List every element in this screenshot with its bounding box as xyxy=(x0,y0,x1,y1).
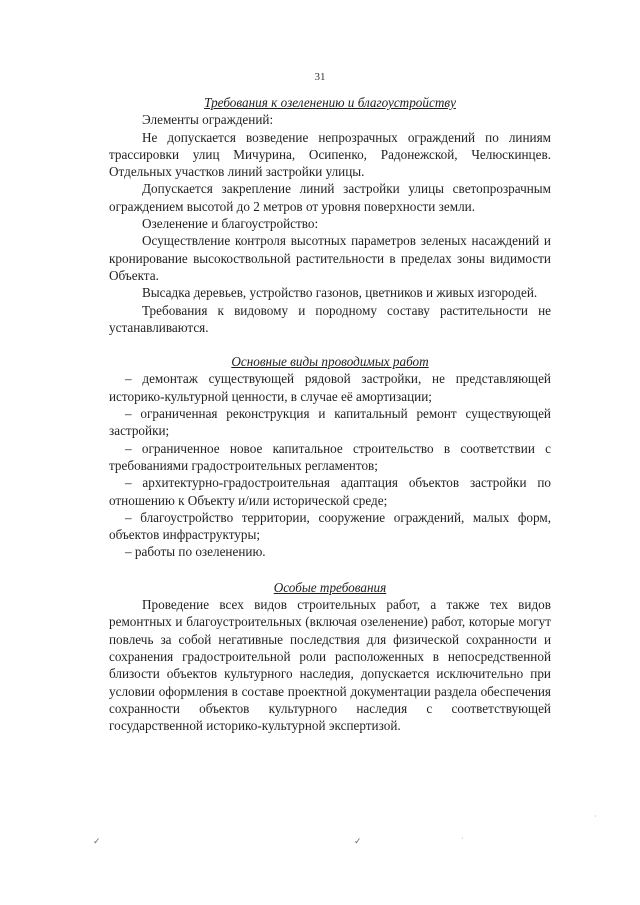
list-item-demolition: – демонтаж существующей рядовой застройки, не представляющей историко-культурной ценности, в случае её амортизации; xyxy=(109,371,551,404)
paragraph-planting: Высадка деревьев, устройство газонов, цветников и живых изгородей. xyxy=(142,285,538,301)
list-item-improvement: – благоустройство территории, сооружение ограждений, малых форм, объектов инфраструктуры; xyxy=(109,509,551,543)
paragraph-fence-elements: Элементы ограждений: xyxy=(142,112,274,128)
scan-artifact: ✓ xyxy=(354,836,362,846)
list-item-adaptation: – архитектурно-градостроительная адаптация объектов застройки по отношению к Объекту и/или исторической среде; xyxy=(109,475,551,508)
paragraph-species-requirements: Требования к видовому и породному составу растительности не устанавливаются. xyxy=(109,302,551,335)
paragraph-special-requirements: Проведение всех видов строительных работ, а также тех видов ремонтных и благоустроительных (включая озеленение) работ, которые могут повлечь за собой негативные последствия для физической сохранности и сохранения градостроительной роли расположенных в непосредственной близости объектов культурного наследия, допускается исключительно при условии оформления в составе проектной документации раздела обеспечения сохранности объектов культурного наследия с соответствующей государственной историко-культурной экспертизой. xyxy=(109,597,551,734)
paragraph-transparent-fences: Допускается закрепление линий застройки улицы светопрозрачным ограждением высотой до 2 метров от уровня поверхности земли. xyxy=(109,181,551,214)
document-body xyxy=(109,94,551,734)
scan-artifact: · xyxy=(461,834,464,843)
list-item-greening: – работы по озеленению. xyxy=(125,544,266,560)
paragraph-height-control: Осуществление контроля высотных параметров зеленых насаждений и кронирование высокоствольной растительности в пределах зоны видимости Объекта. xyxy=(109,233,551,283)
section-heading-works: Основные виды проводимых работ xyxy=(231,354,429,370)
scan-artifact: · xyxy=(594,812,597,821)
paragraph-greening-title: Озеленение и благоустройство: xyxy=(142,216,319,232)
scan-artifact: ✓ xyxy=(93,836,101,846)
paragraph-opaque-fences: Не допускается возведение непрозрачных ограждений по линиям трассировки улиц Мичурина, Осипенко, Радонежской, Челюскинцев. Отдельных участков линий застройки улицы. xyxy=(109,129,551,180)
page-number: 31 xyxy=(314,71,326,83)
list-item-reconstruction: – ограниченная реконструкция и капитальный ремонт существующей застройки; xyxy=(109,406,551,439)
section-heading-landscaping: Требования к озеленению и благоустройству xyxy=(204,95,456,110)
section-heading-special: Особые требования xyxy=(273,579,387,595)
list-item-new-construction: – ограниченное новое капитальное строительство в соответствии с требованиями градостроительных регламентов; xyxy=(109,440,551,473)
